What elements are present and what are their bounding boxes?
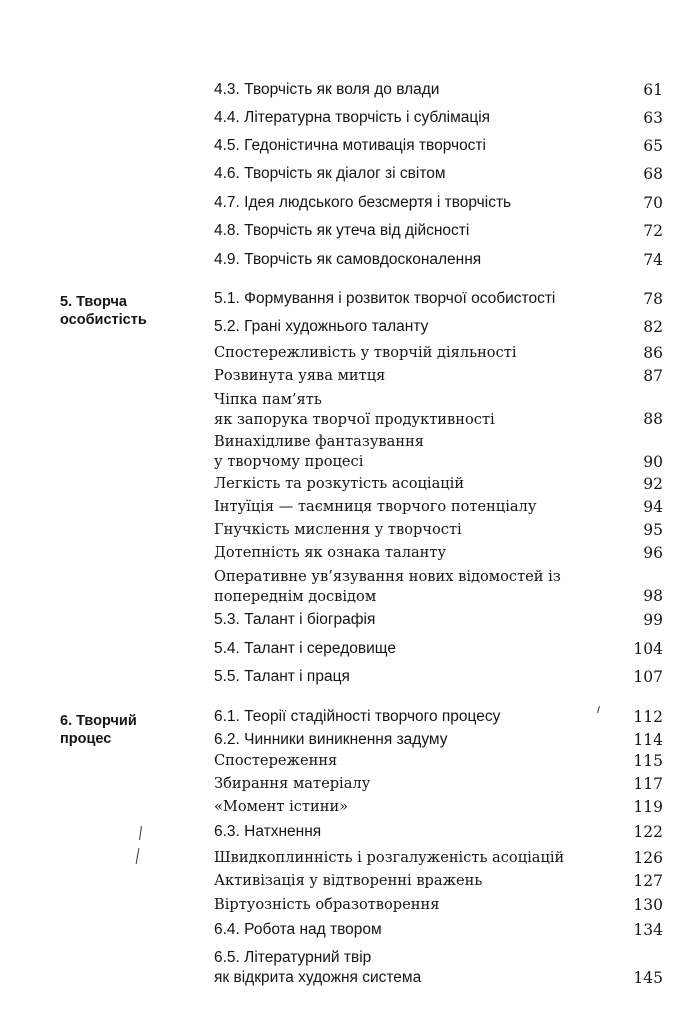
toc-entry-title-line: як запорука творчої продуктивності — [214, 411, 495, 428]
toc-entry-title: 5.1. Формування і розвиток творчої особистості — [214, 290, 556, 307]
toc-entry-page: 87 — [643, 367, 663, 385]
toc-entry-title: 5.4. Талант і середовище — [214, 640, 396, 657]
toc-entry-title-line: 6.5. Літературний твір — [214, 949, 372, 966]
toc-entry-title: 6.3. Натхнення — [214, 823, 322, 840]
toc-entry-page: 96 — [643, 544, 663, 562]
toc-entry-title: Легкість та розкутість асоціацій — [214, 475, 465, 492]
section-heading-6: 6. Творчий процес — [60, 713, 137, 747]
toc-entry-page: 119 — [633, 798, 663, 816]
toc-entry-title: 6.4. Робота над твором — [214, 921, 382, 938]
scan-mark — [139, 826, 142, 840]
toc-entry-page: 61 — [643, 81, 663, 99]
toc-entry-page: 127 — [633, 872, 663, 890]
toc-entry-page: 130 — [633, 896, 663, 914]
toc-entry-title: Інтуїція — таємниця творчого потенціалу — [214, 498, 537, 515]
toc-entry-page: 74 — [643, 251, 663, 269]
toc-entry-page: 95 — [643, 521, 663, 539]
toc-entry-page: 122 — [633, 823, 663, 841]
toc-entry-page: 90 — [643, 453, 663, 471]
toc-entry-title-line: Чіпка пам’ять — [214, 391, 322, 408]
toc-entry-title: Збирання матеріалу — [214, 775, 371, 792]
toc-entry-page: 134 — [633, 921, 663, 939]
toc-entry-title: 4.4. Літературна творчість і сублімація — [214, 109, 491, 126]
toc-entry-page: 115 — [633, 752, 663, 770]
toc-entry-page: 65 — [643, 137, 663, 155]
toc-entry-page: 107 — [633, 668, 663, 686]
toc-entry-title: 5.3. Талант і біографія — [214, 611, 376, 628]
toc-entry-page: 92 — [643, 475, 663, 493]
toc-entry-title: 5.5. Талант і праця — [214, 668, 350, 685]
toc-entry-title: 5.2. Грані художнього таланту — [214, 318, 429, 335]
scan-mark — [136, 848, 140, 864]
toc-entry-page: 114 — [633, 731, 663, 749]
toc-entry-page: 72 — [643, 222, 663, 240]
toc-entry-title: Спостереження — [214, 752, 338, 769]
toc-entry-page: 68 — [643, 165, 663, 183]
toc-entry-page: 70 — [643, 194, 663, 212]
toc-entry-page: 88 — [643, 410, 663, 428]
toc-entry-page: 112 — [633, 708, 663, 726]
toc-entry-title: 4.5. Гедоністична мотивація творчості — [214, 137, 486, 154]
toc-entry-title: Спостережливість у творчій діяльності — [214, 344, 517, 361]
toc-entry-title: 4.8. Творчість як утеча від дійсності — [214, 222, 470, 239]
toc-entry-title: Активізація у відтворенні вражень — [214, 872, 483, 889]
toc-entry-page: 86 — [643, 344, 663, 362]
toc-entry-title: «Момент істини» — [214, 798, 349, 815]
toc-entry-page: 63 — [643, 109, 663, 127]
toc-entry-title-line: Винахідливе фантазування — [214, 433, 424, 450]
toc-entry-page: 98 — [643, 587, 663, 605]
toc-entry-page: 78 — [643, 290, 663, 308]
toc-entry-page: 145 — [633, 969, 663, 987]
toc-entry-title-line: Оперативне ув’язування нових відомостей із — [214, 568, 561, 585]
toc-entry-title — [214, 567, 624, 607]
toc-entry-title-line: у творчому процесі — [214, 453, 364, 470]
toc-entry-page: 82 — [643, 318, 663, 336]
toc-entry-title: Гнучкість мислення у творчості — [214, 521, 462, 538]
toc-entry-title: 4.7. Ідея людського безсмертя і творчість — [214, 194, 512, 211]
toc-entry-title: 6.2. Чинники виникнення задуму — [214, 731, 448, 748]
toc-entry-title: 6.1. Теорії стадійності творчого процесу — [214, 708, 501, 725]
toc-entry-page: 117 — [633, 775, 663, 793]
toc-entry-title: Розвинута уява митця — [214, 367, 386, 384]
toc-entry-title: 4.6. Творчість як діалог зі світом — [214, 165, 446, 182]
section-heading-5: 5. Творча особистість — [60, 294, 147, 328]
toc-entry-title — [214, 390, 624, 430]
toc-entry-title-line: як відкрита художня система — [214, 969, 422, 986]
toc-entry-page: 94 — [643, 498, 663, 516]
toc-entry-page: 126 — [633, 849, 663, 867]
toc-entry-title: 4.9. Творчість як самовдосконалення — [214, 251, 482, 268]
toc-entry-title: Дотепність як ознака таланту — [214, 544, 447, 561]
toc-entry-title: Віртуозність образотворення — [214, 896, 440, 913]
toc-entry-title — [214, 432, 624, 472]
toc-entry-page: 99 — [643, 611, 663, 629]
toc-entry-page: 104 — [633, 640, 663, 658]
toc-entry-title: Швидкоплинність і розгалуженість асоціацій — [214, 849, 565, 866]
toc-entry-title — [214, 948, 624, 988]
toc-entry-title-line: попереднім досвідом — [214, 588, 377, 605]
toc-entry-title: 4.3. Творчість як воля до влади — [214, 81, 440, 98]
